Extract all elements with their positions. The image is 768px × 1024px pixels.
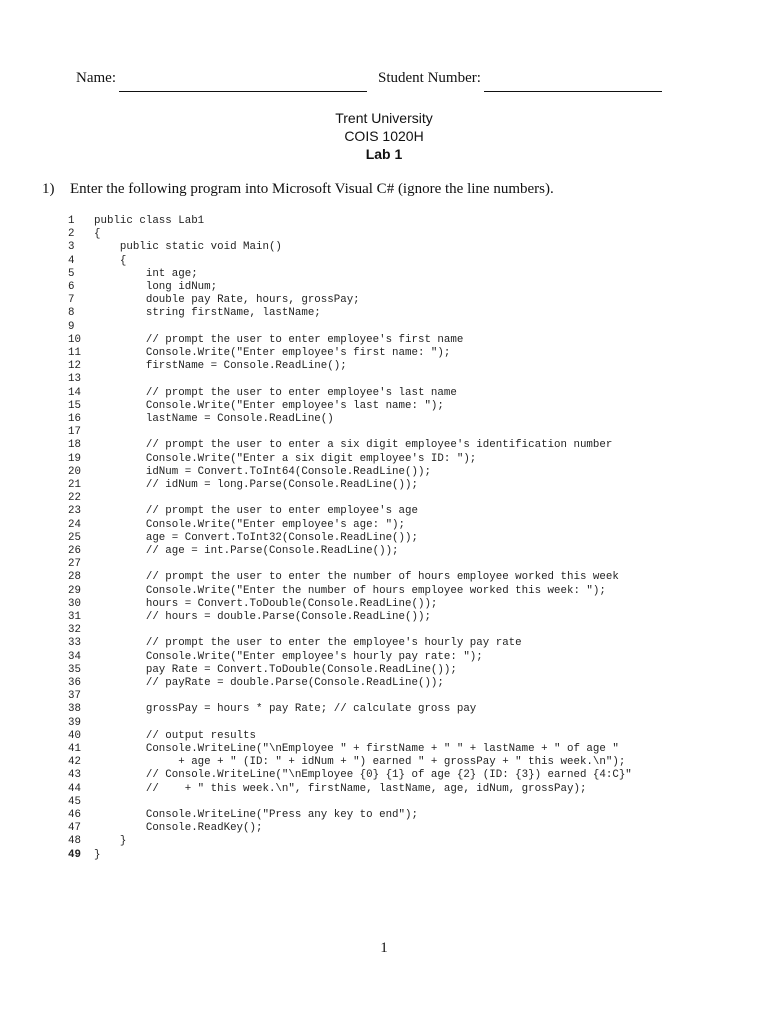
code-text: Console.WriteLine("Press any key to end"); [94,809,418,821]
code-text: firstName = Console.ReadLine(); [94,360,347,373]
line-number: 36 [68,677,81,689]
code-text: Console.Write("Enter employee's age: "); [94,518,406,531]
line-number: 42 [68,756,81,769]
line-number: 20 [68,465,81,478]
course-code: COIS 1020H [344,128,424,144]
code-text: // payRate = double.Parse(Console.ReadLine()); [94,677,444,689]
code-text: } [94,835,127,848]
instruction [42,180,554,198]
line-number: 3 [68,241,75,254]
code-text: int age; [94,267,198,280]
line-number: 37 [68,690,81,703]
code-text: // idNum = long.Parse(Console.ReadLine()); [94,479,418,491]
line-number: 46 [68,809,81,821]
student-number-blank-line[interactable] [484,91,662,92]
code-text: double pay Rate, hours, grossPay; [94,294,360,307]
line-number: 40 [68,729,81,742]
line-number: 22 [68,492,81,505]
code-text: Console.ReadKey(); [94,822,263,835]
line-number: 31 [68,611,81,623]
code-text: // Console.WriteLine("\nEmployee {0} {1} of age {2} (ID: {3}) earned {4:C}" [94,769,632,782]
code-text: Console.Write("Enter employee's first name: "); [94,347,451,359]
code-text: age = Convert.ToInt32(Console.ReadLine()); [94,531,418,544]
line-number: 45 [68,795,81,808]
code-text: // prompt the user to enter employee's age [94,505,418,518]
line-number: 15 [68,399,81,412]
line-number: 19 [68,452,81,465]
instruction-number: 1) [42,181,55,197]
code-text: // prompt the user to enter the employee's hourly pay rate [94,637,522,650]
code-text: // hours = double.Parse(Console.ReadLine()); [94,611,431,623]
code-text: hours = Convert.ToDouble(Console.ReadLine()); [94,597,438,610]
code-listing [68,215,748,875]
code-text: string firstName, lastName; [94,307,321,320]
code-text: // prompt the user to enter employee's last name [94,386,457,399]
code-text: Console.Write("Enter the number of hours employee worked this week: "); [94,584,606,597]
code-text: { [94,254,127,267]
code-text: public static void Main() [94,241,282,254]
code-text: grossPay = hours * pay Rate; // calculate gross pay [94,703,477,716]
line-number: 1 [68,215,75,227]
code-text: long idNum; [94,281,218,293]
instruction-text: Enter the following program into Microsoft Visual C# (ignore the line numbers). [70,181,554,197]
line-number: 49 [68,848,81,861]
code-text: Console.Write("Enter employee's hourly pay rate: "); [94,650,483,663]
line-number: 34 [68,650,81,663]
line-number: 16 [68,413,81,425]
line-number: 11 [68,347,81,359]
line-number: 4 [68,254,75,267]
line-number: 25 [68,531,81,544]
page-number: 1 [380,940,388,956]
code-text: } [94,848,101,861]
code-text: // prompt the user to enter the number of hours employee worked this week [94,571,619,584]
line-number: 28 [68,571,81,584]
line-number: 27 [68,558,81,571]
line-number: 17 [68,426,81,439]
line-number: 21 [68,479,81,491]
code-text: Console.WriteLine("\nEmployee " + firstName + " " + lastName + " of age " [94,743,619,755]
code-text: // + " this week.\n", firstName, lastName, age, idNum, grossPay); [94,782,587,795]
code-text: lastName = Console.ReadLine() [94,413,334,425]
line-number: 39 [68,716,81,729]
line-number: 35 [68,663,81,676]
line-number: 44 [68,782,81,795]
code-text: idNum = Convert.ToInt64(Console.ReadLine()); [94,465,431,478]
line-number: 14 [68,386,81,399]
line-number: 29 [68,584,81,597]
line-number: 7 [68,294,75,307]
code-text: pay Rate = Convert.ToDouble(Console.ReadLine()); [94,663,457,676]
code-text: public class Lab1 [94,215,205,227]
line-number: 47 [68,822,81,835]
line-number: 6 [68,281,75,293]
line-number: 38 [68,703,81,716]
line-number: 10 [68,333,81,346]
code-text: + age + " (ID: " + idNum + ") earned " + grossPay + " this week.\n"); [94,756,626,769]
code-text: // prompt the user to enter a six digit employee's identification number [94,439,613,452]
line-number: 43 [68,769,81,782]
code-text: // age = int.Parse(Console.ReadLine()); [94,545,399,557]
student-number-label: Student Number: [378,70,481,86]
line-number: 5 [68,267,75,280]
name-label: Name: [76,70,116,86]
line-number: 32 [68,624,81,637]
line-number: 41 [68,743,81,755]
line-number: 8 [68,307,75,320]
line-number: 33 [68,637,81,650]
name-blank-line[interactable] [119,91,367,92]
line-number: 9 [68,320,75,333]
line-number: 26 [68,545,81,557]
lab-title: Lab 1 [365,146,403,162]
line-number: 12 [68,360,81,373]
line-number: 13 [68,373,81,386]
line-number: 48 [68,835,81,848]
line-number: 23 [68,505,81,518]
code-text: // output results [94,729,256,742]
line-number: 30 [68,597,81,610]
university-title: Trent University [335,110,433,126]
line-number: 2 [68,228,75,241]
code-text: // prompt the user to enter employee's first name [94,333,464,346]
line-number: 18 [68,439,81,452]
code-text: { [94,228,101,241]
code-text: Console.Write("Enter a six digit employee's ID: "); [94,452,477,465]
line-number: 24 [68,518,81,531]
code-text: Console.Write("Enter employee's last name: "); [94,399,444,412]
